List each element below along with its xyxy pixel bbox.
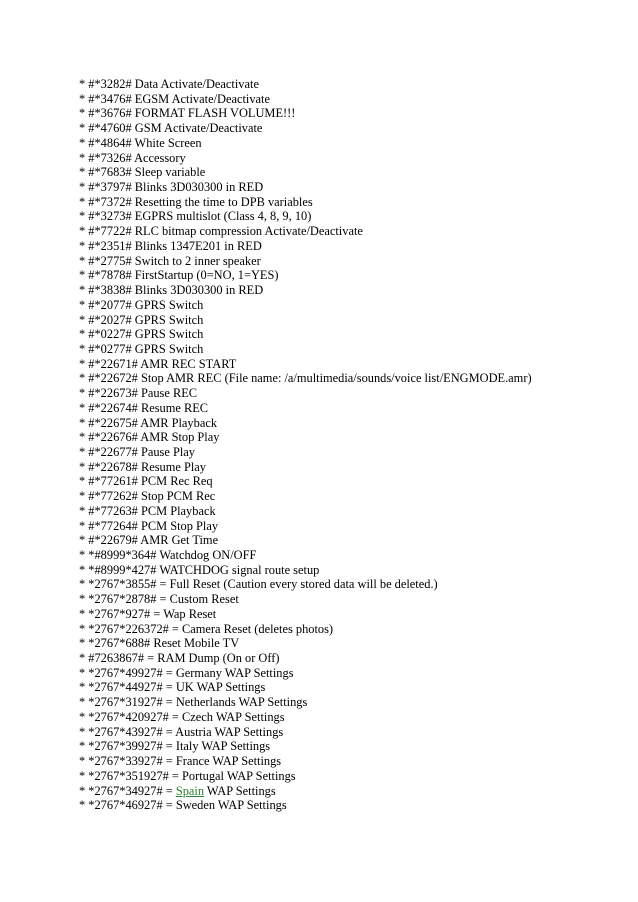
code-line: * #*7372# Resetting the time to DPB variables — [79, 194, 313, 209]
code-line: * *2767*3855# = Full Reset (Caution every stored data will be deleted.) — [79, 577, 438, 592]
code-line: * #*3676# FORMAT FLASH VOLUME!!! — [79, 106, 296, 121]
code-line: * *2767*688# Reset Mobile TV — [79, 636, 240, 651]
code-line: * #*22679# AMR Get Time — [79, 533, 219, 548]
code-line: * #*2027# GPRS Switch — [79, 312, 204, 327]
code-line: * #*2351# Blinks 1347E201 in RED — [79, 238, 262, 253]
code-line: * #*7683# Sleep variable — [79, 165, 206, 180]
code-line: * #*3476# EGSM Activate/Deactivate — [79, 91, 270, 106]
code-line: * *2767*226372# = Camera Reset (deletes photos) — [79, 621, 334, 636]
code-line: * #*22673# Pause REC — [79, 386, 198, 401]
code-line: * *2767*33927# = France WAP Settings — [79, 754, 282, 769]
spain-line-prefix: * *2767*34927# = — [79, 783, 176, 798]
code-line: * #*4864# White Screen — [79, 135, 202, 150]
code-line: * *2767*31927# = Netherlands WAP Settings — [79, 695, 308, 710]
code-line: * *#8999*364# Watchdog ON/OFF — [79, 548, 257, 562]
document-body — [79, 77, 619, 813]
code-line: * #*22674# Resume REC — [79, 400, 209, 415]
code-line-spain — [79, 784, 619, 799]
code-line: * *2767*351927# = Portugal WAP Settings — [79, 768, 296, 783]
code-line: * #*3838# Blinks 3D030300 in RED — [79, 283, 264, 298]
code-line: * #*22676# AMR Stop Play — [79, 430, 220, 445]
code-line: * #*22677# Pause Play — [79, 444, 195, 459]
code-list — [79, 77, 619, 784]
code-line: * *2767*927# = Wap Reset — [79, 606, 217, 621]
code-line: * #*77261# PCM Rec Req — [79, 474, 213, 489]
code-line: * #*7878# FirstStartup (0=NO, 1=YES) — [79, 268, 279, 283]
code-line: * #*22678# Resume Play — [79, 459, 206, 474]
code-line: * #*22672# Stop AMR REC (File name: /a/multimedia/sounds/voice list/ENGMODE.amr) — [79, 371, 532, 386]
code-line: * #*2077# GPRS Switch — [79, 297, 204, 312]
code-line: * #*3282# Data Activate/Deactivate — [79, 77, 259, 91]
code-line: * #*7326# Accessory — [79, 150, 186, 165]
code-line: * *2767*39927# = Italy WAP Settings — [79, 739, 271, 754]
code-line: * #*4760# GSM Activate/Deactivate — [79, 121, 263, 136]
code-line-sweden: * *2767*46927# = Sweden WAP Settings — [79, 798, 287, 813]
code-line: * #*77262# Stop PCM Rec — [79, 489, 216, 504]
code-line: * #*7722# RLC bitmap compression Activate/Deactivate — [79, 224, 363, 239]
code-line: * *2767*2878# = Custom Reset — [79, 592, 239, 607]
code-line: * *2767*420927# = Czech WAP Settings — [79, 709, 285, 724]
spain-link[interactable]: Spain — [175, 783, 205, 798]
code-line: * *2767*49927# = Germany WAP Settings — [79, 665, 294, 680]
code-line: * #*3797# Blinks 3D030300 in RED — [79, 180, 264, 195]
code-line: * #*77263# PCM Playback — [79, 503, 216, 518]
code-line: * #*22675# AMR Playback — [79, 415, 218, 430]
code-line: * *2767*43927# = Austria WAP Settings — [79, 724, 284, 739]
code-line: * *#8999*427# WATCHDOG signal route setup — [79, 562, 320, 577]
code-line: * #*0277# GPRS Switch — [79, 341, 204, 356]
code-line: * #*3273# EGPRS multislot (Class 4, 8, 9, 10) — [79, 209, 312, 224]
code-line: * #*2775# Switch to 2 inner speaker — [79, 253, 261, 268]
code-line: * *2767*44927# = UK WAP Settings — [79, 680, 266, 695]
code-line: * #7263867# = RAM Dump (On or Off) — [79, 651, 280, 666]
code-line: * #*22671# AMR REC START — [79, 356, 237, 371]
code-line: * #*0227# GPRS Switch — [79, 327, 204, 342]
spain-line-suffix: WAP Settings — [204, 783, 276, 798]
code-line: * #*77264# PCM Stop Play — [79, 518, 219, 533]
